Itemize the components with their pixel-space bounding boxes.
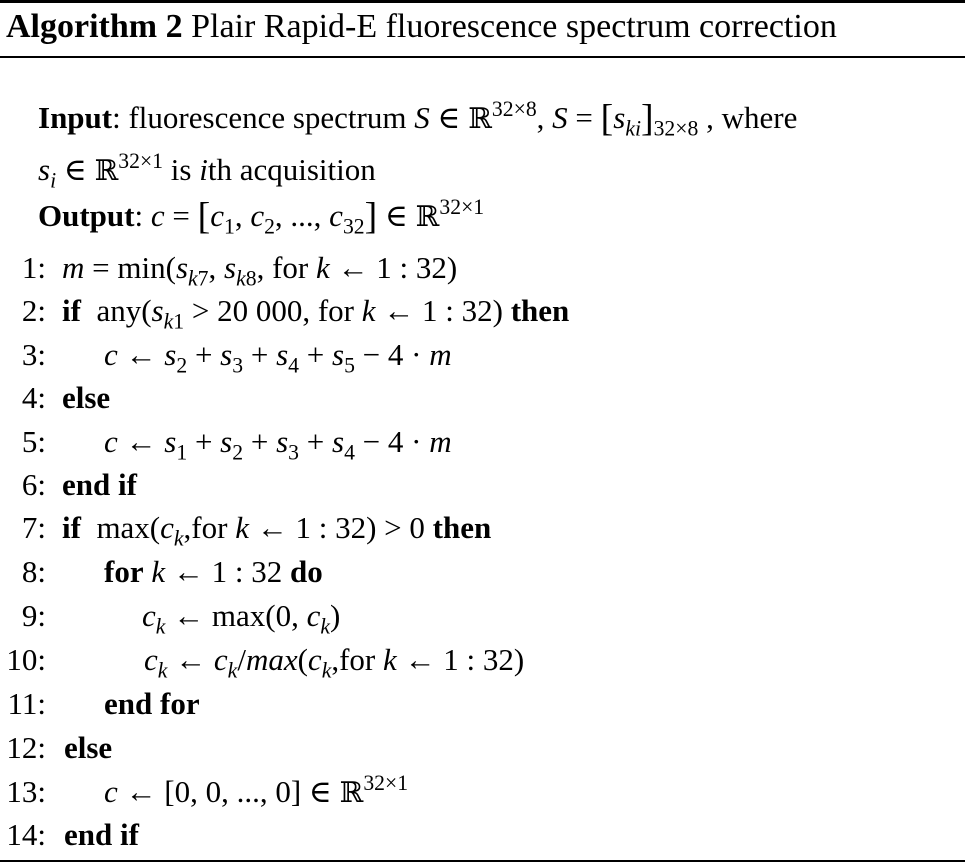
range-text: ← 1 : 32) [248,510,377,545]
line-number: 1: [21,250,46,285]
output-label: Output [38,198,135,233]
kw-if: if [62,293,81,328]
line-number: 14: [6,817,46,852]
title-rule [0,56,965,58]
kw-end-if: end if [64,817,139,852]
for-text: ,for [331,642,383,677]
max-fn: max( [96,510,161,545]
line-number: 10: [6,642,46,677]
input-is: is [170,152,192,187]
kw-else: else [62,380,111,415]
line-number: 7: [21,510,46,545]
max-zero-fn: max(0, [211,598,307,633]
kw-else: else [64,730,113,765]
line-number: 8: [21,554,46,589]
range-text: ← 1 : 32) [396,642,525,677]
line-number: 6: [21,467,46,502]
any-fn: any( [96,293,152,328]
for-text: , for [256,250,316,285]
line-number: 9: [21,598,46,633]
kw-for: for [104,554,144,589]
range-text: ← 1 : 32) [329,250,458,285]
kw-then: then [510,293,570,328]
kw-then: then [432,510,492,545]
line-number: 4: [21,380,46,415]
input-where: where [721,100,798,135]
algorithm-title [6,3,837,51]
line-number: 5: [21,424,46,459]
input-acquisition: th acquisition [207,152,376,187]
line-number: 13: [6,774,46,809]
input-text: fluorescence spectrum [128,100,407,135]
kw-if: if [62,510,81,545]
range-text: ← 1 : 32 [165,554,283,589]
line-number: 12: [6,730,46,765]
input-label: Input [38,100,113,135]
range-text: ← 1 : 32) [375,293,503,328]
for-text: ,for [183,510,236,545]
bottom-rule [0,860,965,862]
algorithm-label: Algorithm 2 [6,8,183,45]
min-fn: min( [117,250,176,285]
line-number: 3: [21,337,46,372]
line-number: 2: [21,293,46,328]
kw-end-for: end for [104,686,200,721]
gt-zero-text: > 0 [376,510,425,545]
kw-end-if: end if [62,467,137,502]
kw-do: do [289,554,323,589]
line-number: 11: [7,686,46,721]
threshold-text: > 20 000, for [184,293,362,328]
algorithm-name: Plair Rapid-E fluorescence spectrum correction [191,8,837,45]
